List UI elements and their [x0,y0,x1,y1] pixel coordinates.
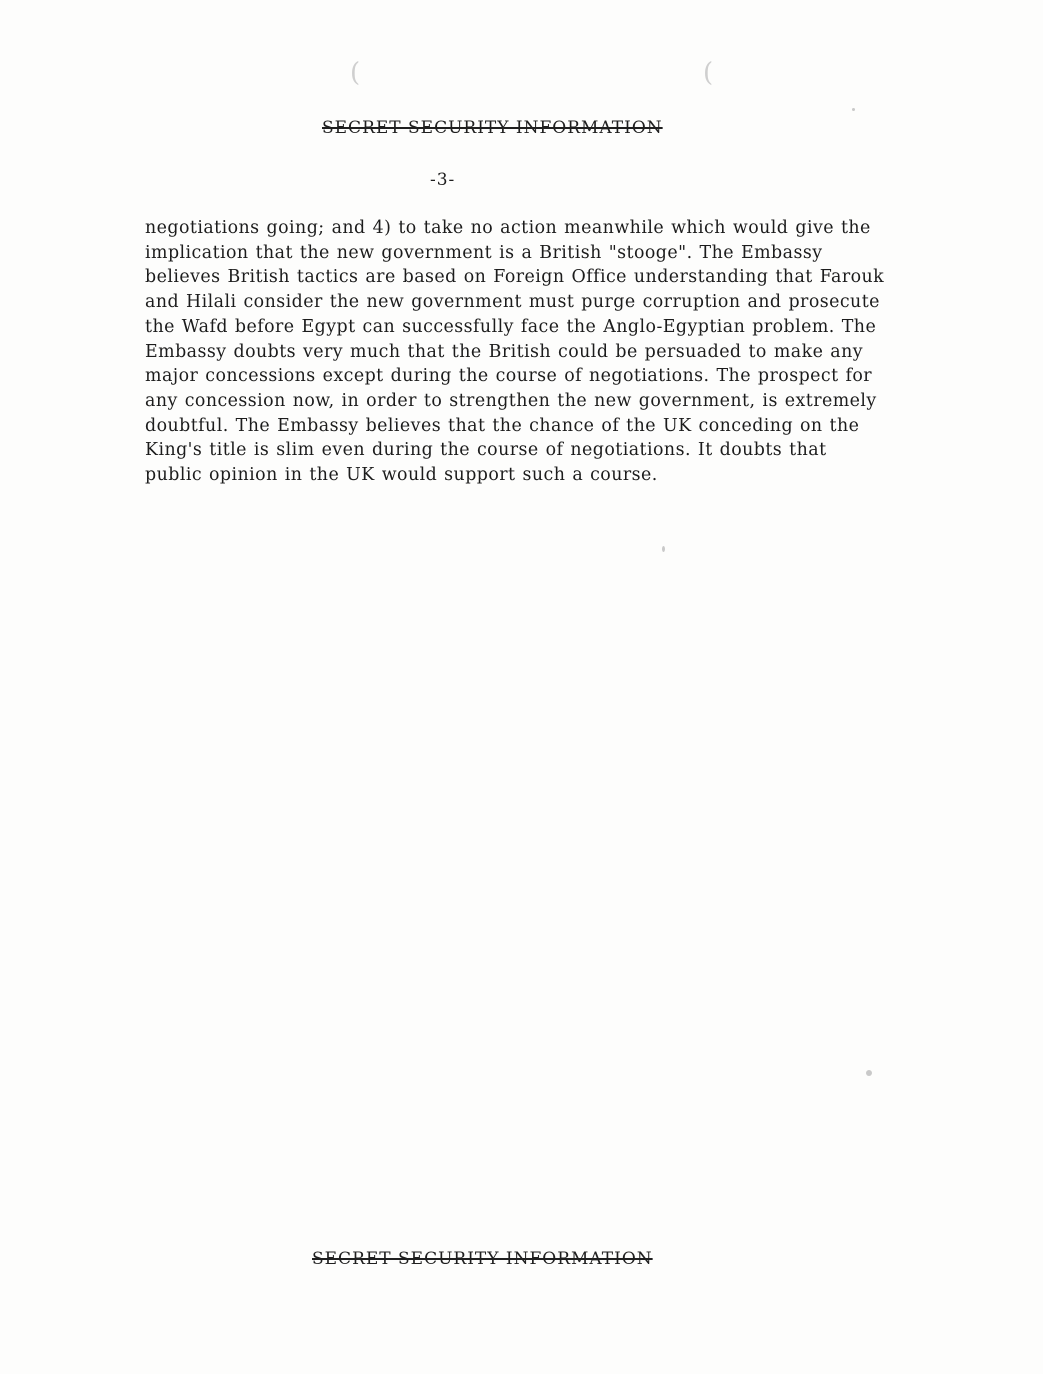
body-line: King's title is slim even during the course of negotiations. It doubts that [145,440,827,461]
body-line: doubtful. The Embassy believes that the chance of the UK conceding on the [145,415,860,436]
body-line: the Wafd before Egypt can successfully face the Anglo-Egyptian problem. The [145,316,877,337]
classification-header: SECRET SECURITY INFORMATION [322,118,663,138]
body-line: and Hilali consider the new government must purge corruption and prosecute [145,292,880,313]
body-line: negotiations going; and 4) to take no action meanwhile which would give the [145,218,871,238]
page-number: -3- [430,170,456,190]
body-line: implication that the new government is a British "stooge". The Embassy [145,242,823,263]
body-line: public opinion in the UK would support such a course. [145,465,658,486]
body-line: major concessions except during the course of negotiations. The prospect for [145,366,873,387]
scan-artifact-icon: ( [703,58,714,88]
body-line: any concession now, in order to strengthen the new government, is extremely [145,390,877,411]
scan-dot-icon [662,546,665,552]
scan-dot-icon [852,108,855,111]
body-paragraph [145,216,1005,488]
classification-footer: SECRET SECURITY INFORMATION [312,1249,653,1269]
body-line: Embassy doubts very much that the British could be persuaded to make any [145,341,864,362]
scan-artifact-icon: ( [350,58,361,88]
body-line: believes British tactics are based on Foreign Office understanding that Farouk [145,267,885,288]
scan-dot-icon [866,1070,872,1076]
